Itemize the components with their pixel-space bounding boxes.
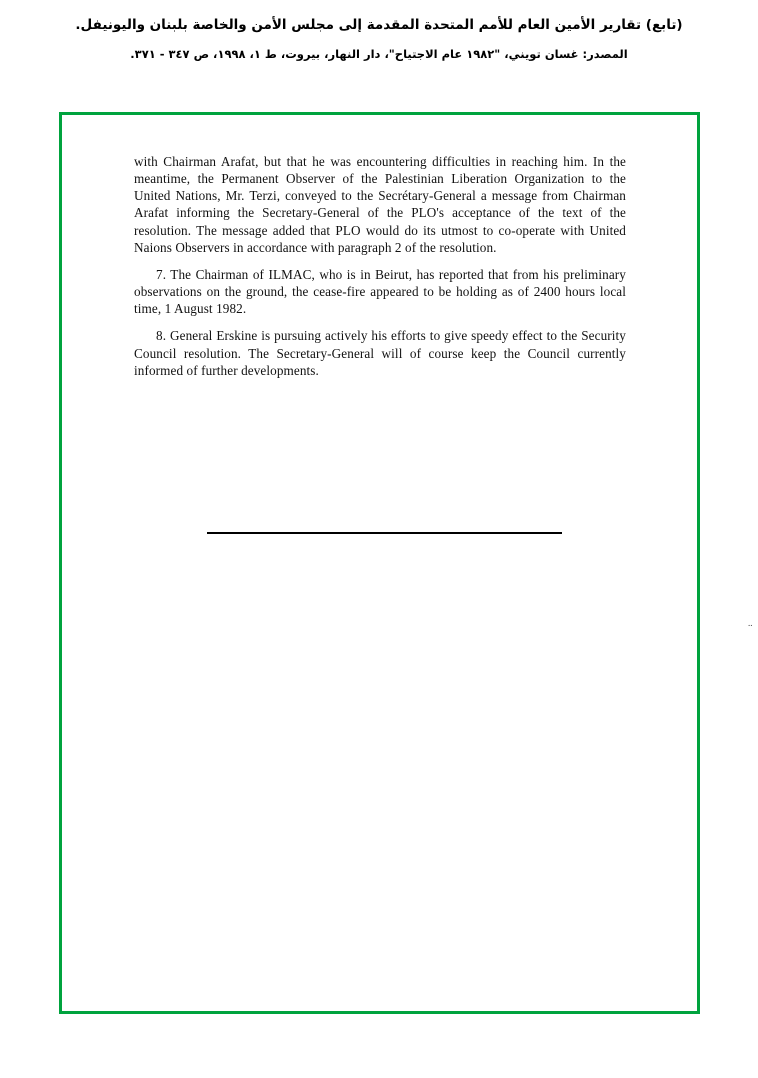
paragraph-7: 7. The Chairman of ILMAC, who is in Beirut, has reported that from his preliminary observations on the ground, the cease-fire appeared to be holding as of 2400 hours local time, 1 August 1982. [134, 266, 626, 317]
document-source-arabic: المصدر: غسان تويني، "١٩٨٢ عام الاجتياح"، دار النهار، بيروت، ط ١، ١٩٩٨، ص ٣٤٧ - ٣٧١. [130, 46, 628, 61]
stray-mark: .. [748, 618, 753, 628]
document-body [134, 153, 626, 389]
horizontal-rule [207, 532, 562, 534]
paragraph-8: 8. General Erskine is pursuing actively his efforts to give speedy effect to the Security Council resolution. The Secretary-General will of course keep the Council currently informed of further developments. [134, 328, 626, 378]
document-page-frame [59, 112, 700, 1014]
arabic-header [0, 16, 758, 62]
paragraph-continued: with Chairman Arafat, but that he was encountering difficulties in reaching him. In the meantime, the Permanent Observer of the Palestinian Liberation Organization to the United Nations, Mr. Terzi, conveyed to the Secrétary-General a message from Chairman Arafat informing the Secretary-General of the PLO's acceptance of the text of the resolution. The message added that PLO would do its utmost to co-operate with United Naions Observers in accordance with paragraph 2 of the resolution. [134, 154, 626, 255]
document-title-arabic: (تابع) تقارير الأمين العام للأمم المتحدة المقدمة إلى مجلس الأمن والخاصة بلبنان واليونيفل. [75, 17, 683, 33]
